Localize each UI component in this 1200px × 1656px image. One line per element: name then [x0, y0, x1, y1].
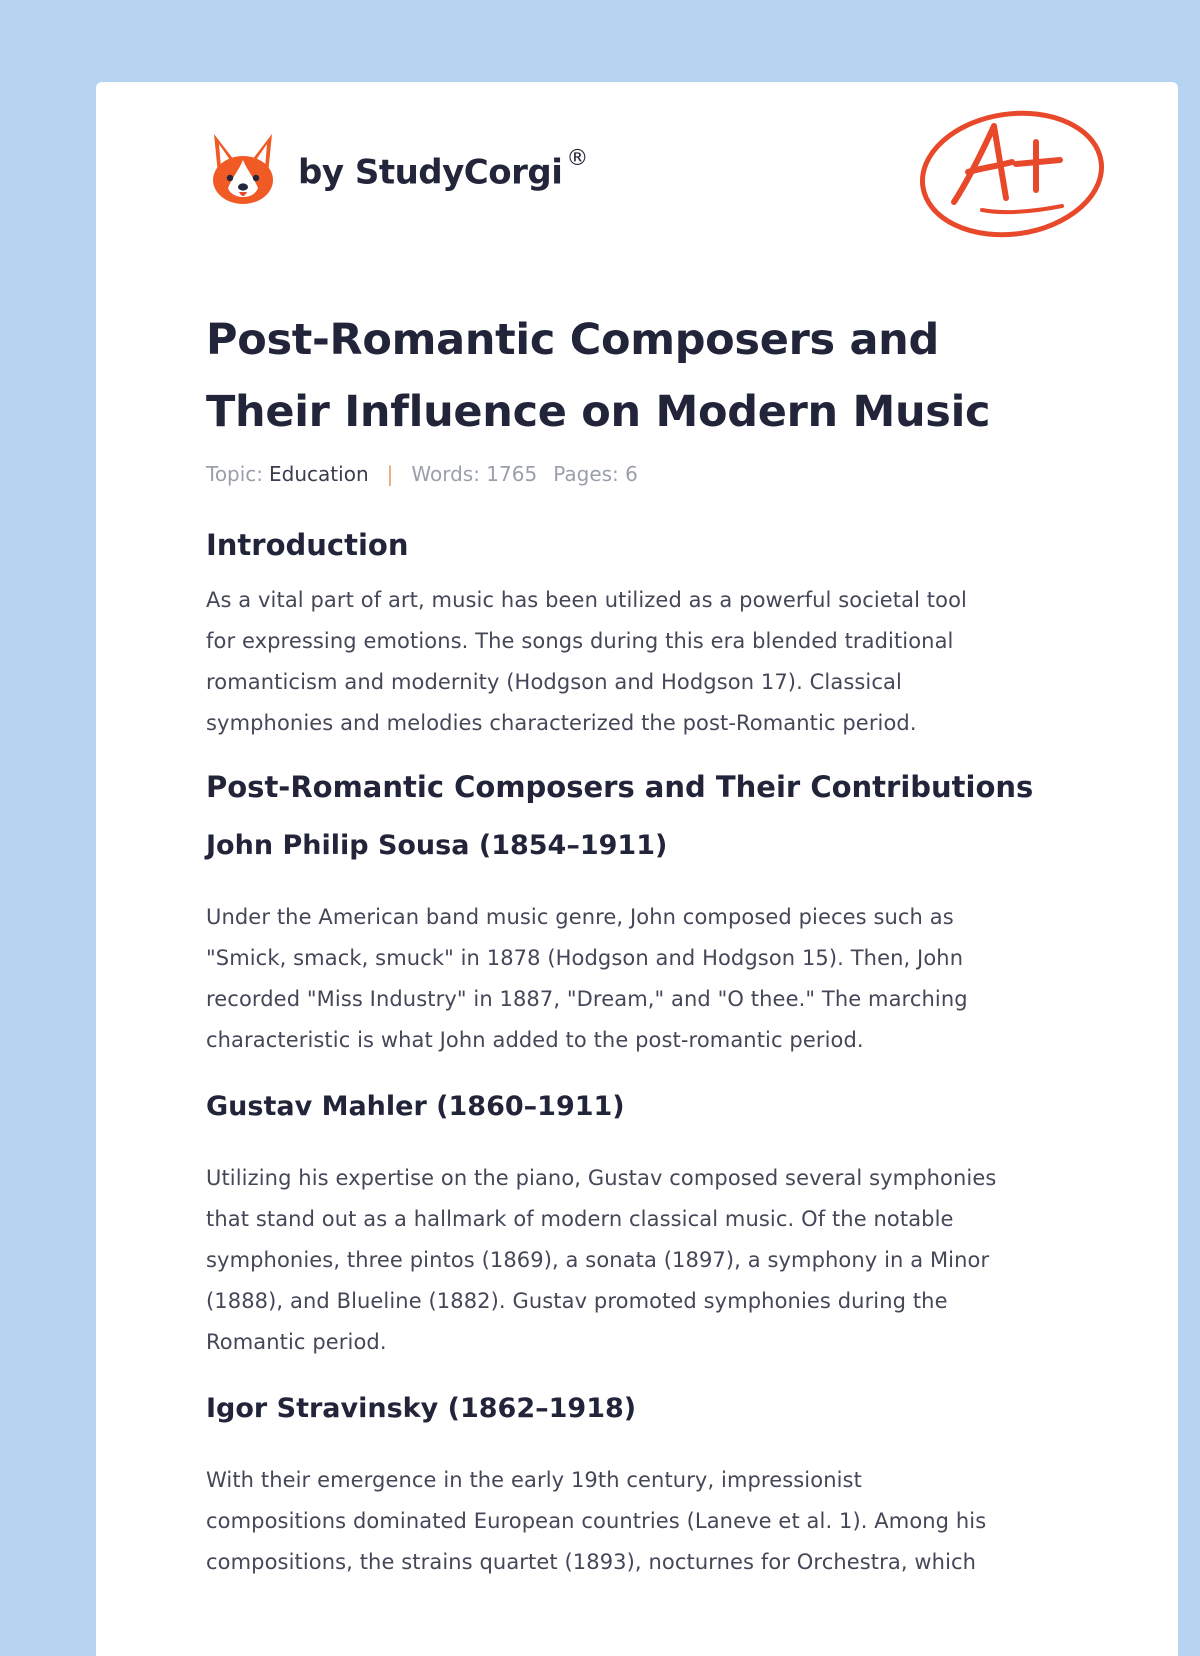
document-page [96, 82, 1178, 1656]
text-line: compositions dominated European countries (Laneve et al. 1). Among his [206, 1509, 987, 1533]
text-line: "Smick, smack, smuck" in 1878 (Hodgson and Hodgson 15). Then, John [206, 946, 964, 970]
text-line: compositions, the strains quartet (1893), nocturnes for Orchestra, which [206, 1550, 977, 1574]
a-plus-grade-icon [912, 102, 1112, 242]
studycorgi-logo[interactable] [208, 130, 588, 206]
text-line: With their emergence in the early 19th century, impressionist [206, 1468, 862, 1492]
composers-heading: Post-Romantic Composers and Their Contributions [206, 770, 1034, 804]
grade-badge [912, 102, 1112, 246]
stravinsky-heading: Igor Stravinsky (1862–1918) [206, 1393, 637, 1424]
brand-name: by StudyCorgi ® [298, 145, 588, 193]
text-line: characteristic is what John added to the post-romantic period. [206, 1028, 864, 1052]
intro-paragraph [206, 580, 1086, 744]
mahler-heading: Gustav Mahler (1860–1911) [206, 1091, 625, 1122]
document-header [96, 82, 1178, 282]
document-meta [206, 462, 1086, 486]
sousa-heading: John Philip Sousa (1854–1911) [206, 830, 668, 861]
text-line: As a vital part of art, music has been utilized as a powerful societal tool [206, 588, 967, 612]
text-line: Utilizing his expertise on the piano, Gustav composed several symphonies [206, 1166, 997, 1190]
text-line: romanticism and modernity (Hodgson and Hodgson 17). Classical [206, 670, 902, 694]
text-line: Under the American band music genre, John composed pieces such as [206, 905, 954, 929]
sousa-paragraph [206, 897, 1086, 1061]
corgi-logo-icon [208, 130, 278, 206]
document-title: Post-Romantic Composers and Their Influence on Modern Music [206, 315, 991, 437]
text-line: symphonies and melodies characterized the post-Romantic period. [206, 711, 917, 735]
document-body [206, 304, 1086, 1583]
page-count: Pages: 6 [553, 462, 638, 486]
text-line: symphonies, three pintos (1869), a sonata (1897), a symphony in a Minor [206, 1248, 990, 1272]
text-line: recorded "Miss Industry" in 1887, "Dream," and "O thee." The marching [206, 987, 968, 1011]
topic-link[interactable]: Education [269, 462, 369, 486]
text-line: for expressing emotions. The songs during this era blended traditional [206, 629, 954, 653]
meta-separator: | [386, 462, 394, 486]
intro-heading: Introduction [206, 528, 409, 562]
text-line: Romantic period. [206, 1330, 387, 1354]
mahler-paragraph [206, 1158, 1086, 1363]
text-line: that stand out as a hallmark of modern classical music. Of the notable [206, 1207, 954, 1231]
word-count: Words: 1765 [411, 462, 538, 486]
stravinsky-paragraph [206, 1460, 1086, 1583]
topic-label: Topic: [206, 462, 264, 486]
text-line: (1888), and Blueline (1882). Gustav promoted symphonies during the [206, 1289, 948, 1313]
